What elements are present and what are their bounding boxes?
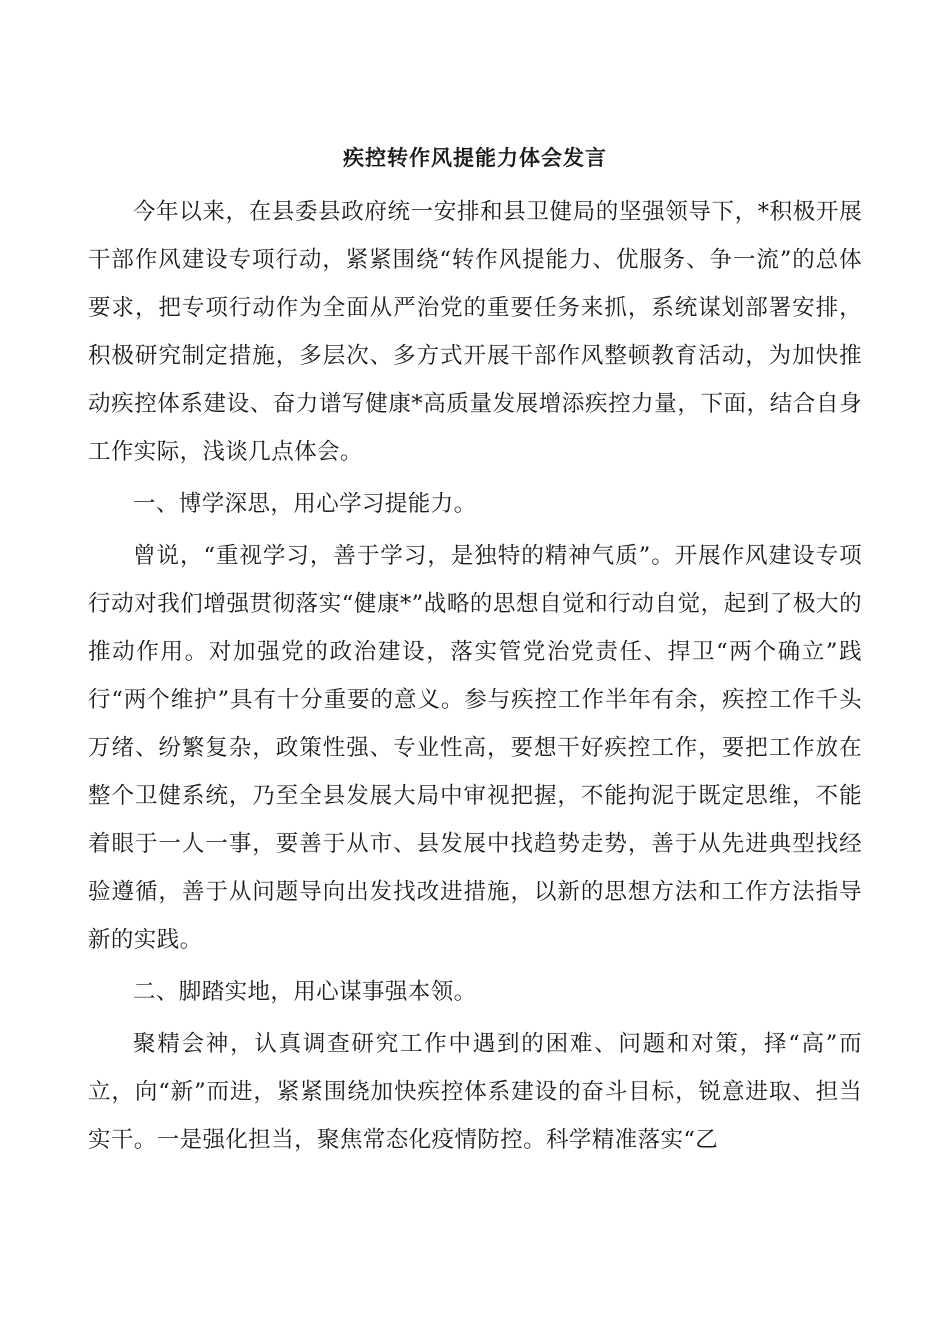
document-title: 疾控转作风提能力体会发言 (343, 145, 607, 170)
section-heading-2: 二、脚踏实地，用心谋事强本领。 (133, 979, 477, 1005)
intro-paragraph: 今年以来，在县委县政府统一安排和县卫健局的坚强领导下，*积极开展干部作风建设专项行动，紧紧围绕“转作风提能力、优服务、争一流”的总体要求，把专项行动作为全面从严治党的重要任务来抓，系统谋划部署安排，积极研究制定措施，多层次、多方式开展干部作风整顿教育活动，为加快推动疾控体系建设、奋力谱写健康*高质量发展增添疾控力量，下面，结合自身工作实际，浅谈几点体会。 (88, 199, 862, 465)
document-body (88, 188, 862, 1164)
section-heading-1: 一、博学深思，用心学习提能力。 (133, 491, 477, 517)
section-1-paragraph: 曾说，“重视学习，善于学习，是独特的精神气质”。开展作风建设专项行动对我们增强贯彻落实“健康*”战略的思想自觉和行动自觉，起到了极大的推动作用。对加强党的政治建设，落实管党治党责任、捍卫“两个确立”践行“两个维护”具有十分重要的意义。参与疾控工作半年有余，疾控工作千头万绪、纷繁复杂，政策性强、专业性高，要想干好疾控工作，要把工作放在整个卫健系统，乃至全县发展大局中审视把握，不能拘泥于既定思维，不能着眼于一人一事，要善于从市、县发展中找趋势走势，善于从先进典型找经验遵循，善于从问题导向出发找改进措施，以新的思想方法和工作方法指导新的实践。 (88, 543, 862, 953)
section-2-paragraph: 聚精会神，认真调查研究工作中遇到的困难、问题和对策，择“高”而立，向“新”而进，紧紧围绕加快疾控体系建设的奋斗目标，锐意进取、担当实干。一是强化担当，聚焦常态化疫情防控。科学精准落实“乙 (88, 1031, 862, 1153)
